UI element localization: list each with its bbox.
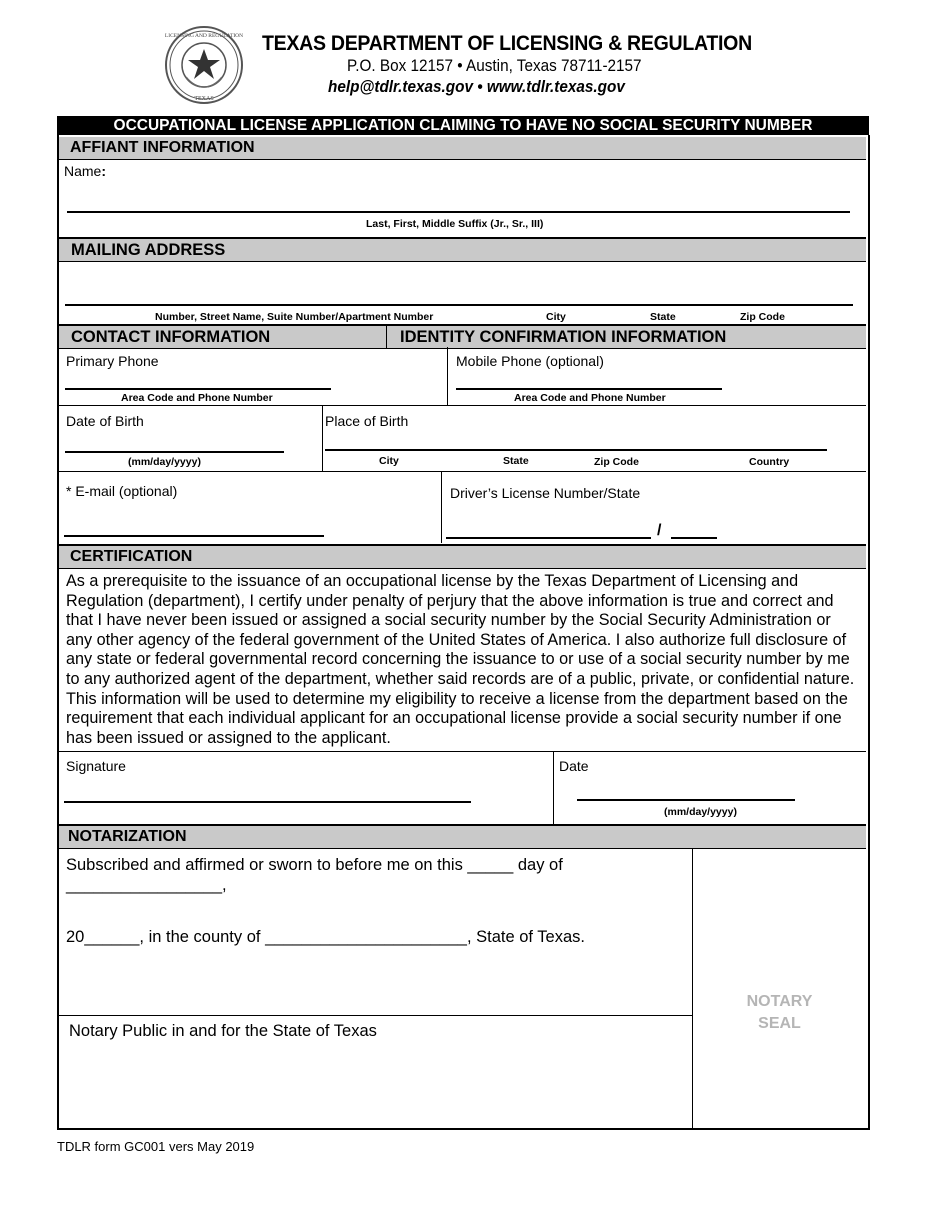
state-hint: State (650, 311, 676, 323)
organization-contact: help@tdlr.texas.gov • www.tdlr.texas.gov (328, 77, 625, 96)
notarization-line1: Subscribed and affirmed or sworn to before me on this _____ day of (66, 856, 563, 874)
date-field[interactable] (577, 799, 795, 801)
pob-field[interactable] (325, 449, 827, 451)
certification-text: As a prerequisite to the issuance of an occupational license by the Texas Department of Licensing and Regulation (department), I certify under penalty of perjury that the above information is true and correct and that I have never been issued or assigned a social security number by the Social Security Administration or any other agency of the federal government of the United States of America. I also authorize full disclosure of any state or federal governmental record concerning the issuance to or use of a social security number by me to any authorized agent of the department, whether said records are of a public, private, or confidential nature. This information will be used to determine my eligibility to receive a license from the department based on the requirement that each individual applicant for an occupational license provide a social security number if one has been issued or assigned to the applicant. (66, 572, 855, 747)
primary-phone-field[interactable] (65, 388, 331, 390)
dl-number-field[interactable] (446, 537, 651, 539)
mobile-phone-field[interactable] (456, 388, 722, 390)
affiant-section-header: AFFIANT INFORMATION (59, 137, 866, 160)
row-divider (59, 1015, 692, 1016)
dob-label: Date of Birth (66, 413, 144, 429)
address-field[interactable] (65, 304, 853, 306)
date-hint: (mm/day/yyyy) (664, 806, 737, 818)
email-label: * E-mail (optional) (66, 483, 178, 499)
notary-public-label: Notary Public in and for the State of Texas (69, 1022, 377, 1040)
signature-label: Signature (66, 758, 126, 774)
mobile-phone-hint: Area Code and Phone Number (514, 392, 666, 404)
row-divider (59, 405, 866, 406)
primary-phone-hint: Area Code and Phone Number (121, 392, 273, 404)
signature-field[interactable] (64, 801, 471, 803)
primary-phone-label: Primary Phone (66, 353, 159, 369)
notarization-line3: 20______, in the county of ______________________, State of Texas. (66, 928, 585, 946)
notary-seal-divider (692, 848, 693, 1128)
dl-separator: / (657, 522, 662, 539)
identity-section-header: IDENTITY CONFIRMATION INFORMATION (386, 324, 866, 349)
mobile-phone-label: Mobile Phone (optional) (456, 353, 604, 369)
pob-country-hint: Country (749, 456, 790, 468)
name-field[interactable] (67, 211, 850, 213)
date-label: Date (559, 758, 589, 774)
notarization-line2: _________________, (66, 876, 227, 894)
divider (441, 472, 442, 543)
organization-address: P.O. Box 12157 • Austin, Texas 78711-2157 (347, 56, 642, 75)
row-divider (59, 751, 866, 752)
email-field[interactable] (64, 535, 324, 537)
mailing-section-header: MAILING ADDRESS (59, 237, 866, 262)
pob-city-hint: City (379, 455, 399, 467)
notary-seal-line1: NOTARY (746, 993, 813, 1010)
pob-state-hint: State (503, 455, 529, 467)
name-label: Name: (64, 163, 107, 179)
seal-top-text: LICENSING AND REGULATION (164, 33, 244, 39)
contact-section-header: CONTACT INFORMATION (59, 324, 386, 349)
row-divider (59, 471, 866, 472)
organization-name: TEXAS DEPARTMENT OF LICENSING & REGULATION (262, 32, 752, 55)
dob-hint: (mm/day/yyyy) (128, 456, 201, 468)
tdlr-seal-icon (164, 25, 244, 105)
form-title: OCCUPATIONAL LICENSE APPLICATION CLAIMING TO HAVE NO SOCIAL SECURITY NUMBER (57, 116, 869, 135)
notarization-section-header: NOTARIZATION (59, 824, 866, 849)
notary-seal-line2: SEAL (758, 1015, 801, 1032)
zip-hint: Zip Code (740, 311, 785, 323)
divider (322, 406, 323, 471)
divider (553, 752, 554, 824)
seal-bottom-text: TEXAS (194, 96, 214, 102)
dob-field[interactable] (65, 451, 284, 453)
city-hint: City (546, 311, 566, 323)
dl-state-field[interactable] (671, 537, 717, 539)
certification-section-header: CERTIFICATION (59, 544, 866, 569)
dl-label: Driver’s License Number/State (450, 485, 641, 501)
street-hint: Number, Street Name, Suite Number/Apartment Number (155, 311, 434, 323)
name-hint: Last, First, Middle Suffix (Jr., Sr., III) (366, 218, 544, 230)
divider (447, 347, 448, 405)
notary-seal-area (693, 991, 866, 1035)
pob-label: Place of Birth (325, 413, 409, 429)
form-id: TDLR form GC001 vers May 2019 (57, 1139, 255, 1154)
pob-zip-hint: Zip Code (594, 456, 639, 468)
